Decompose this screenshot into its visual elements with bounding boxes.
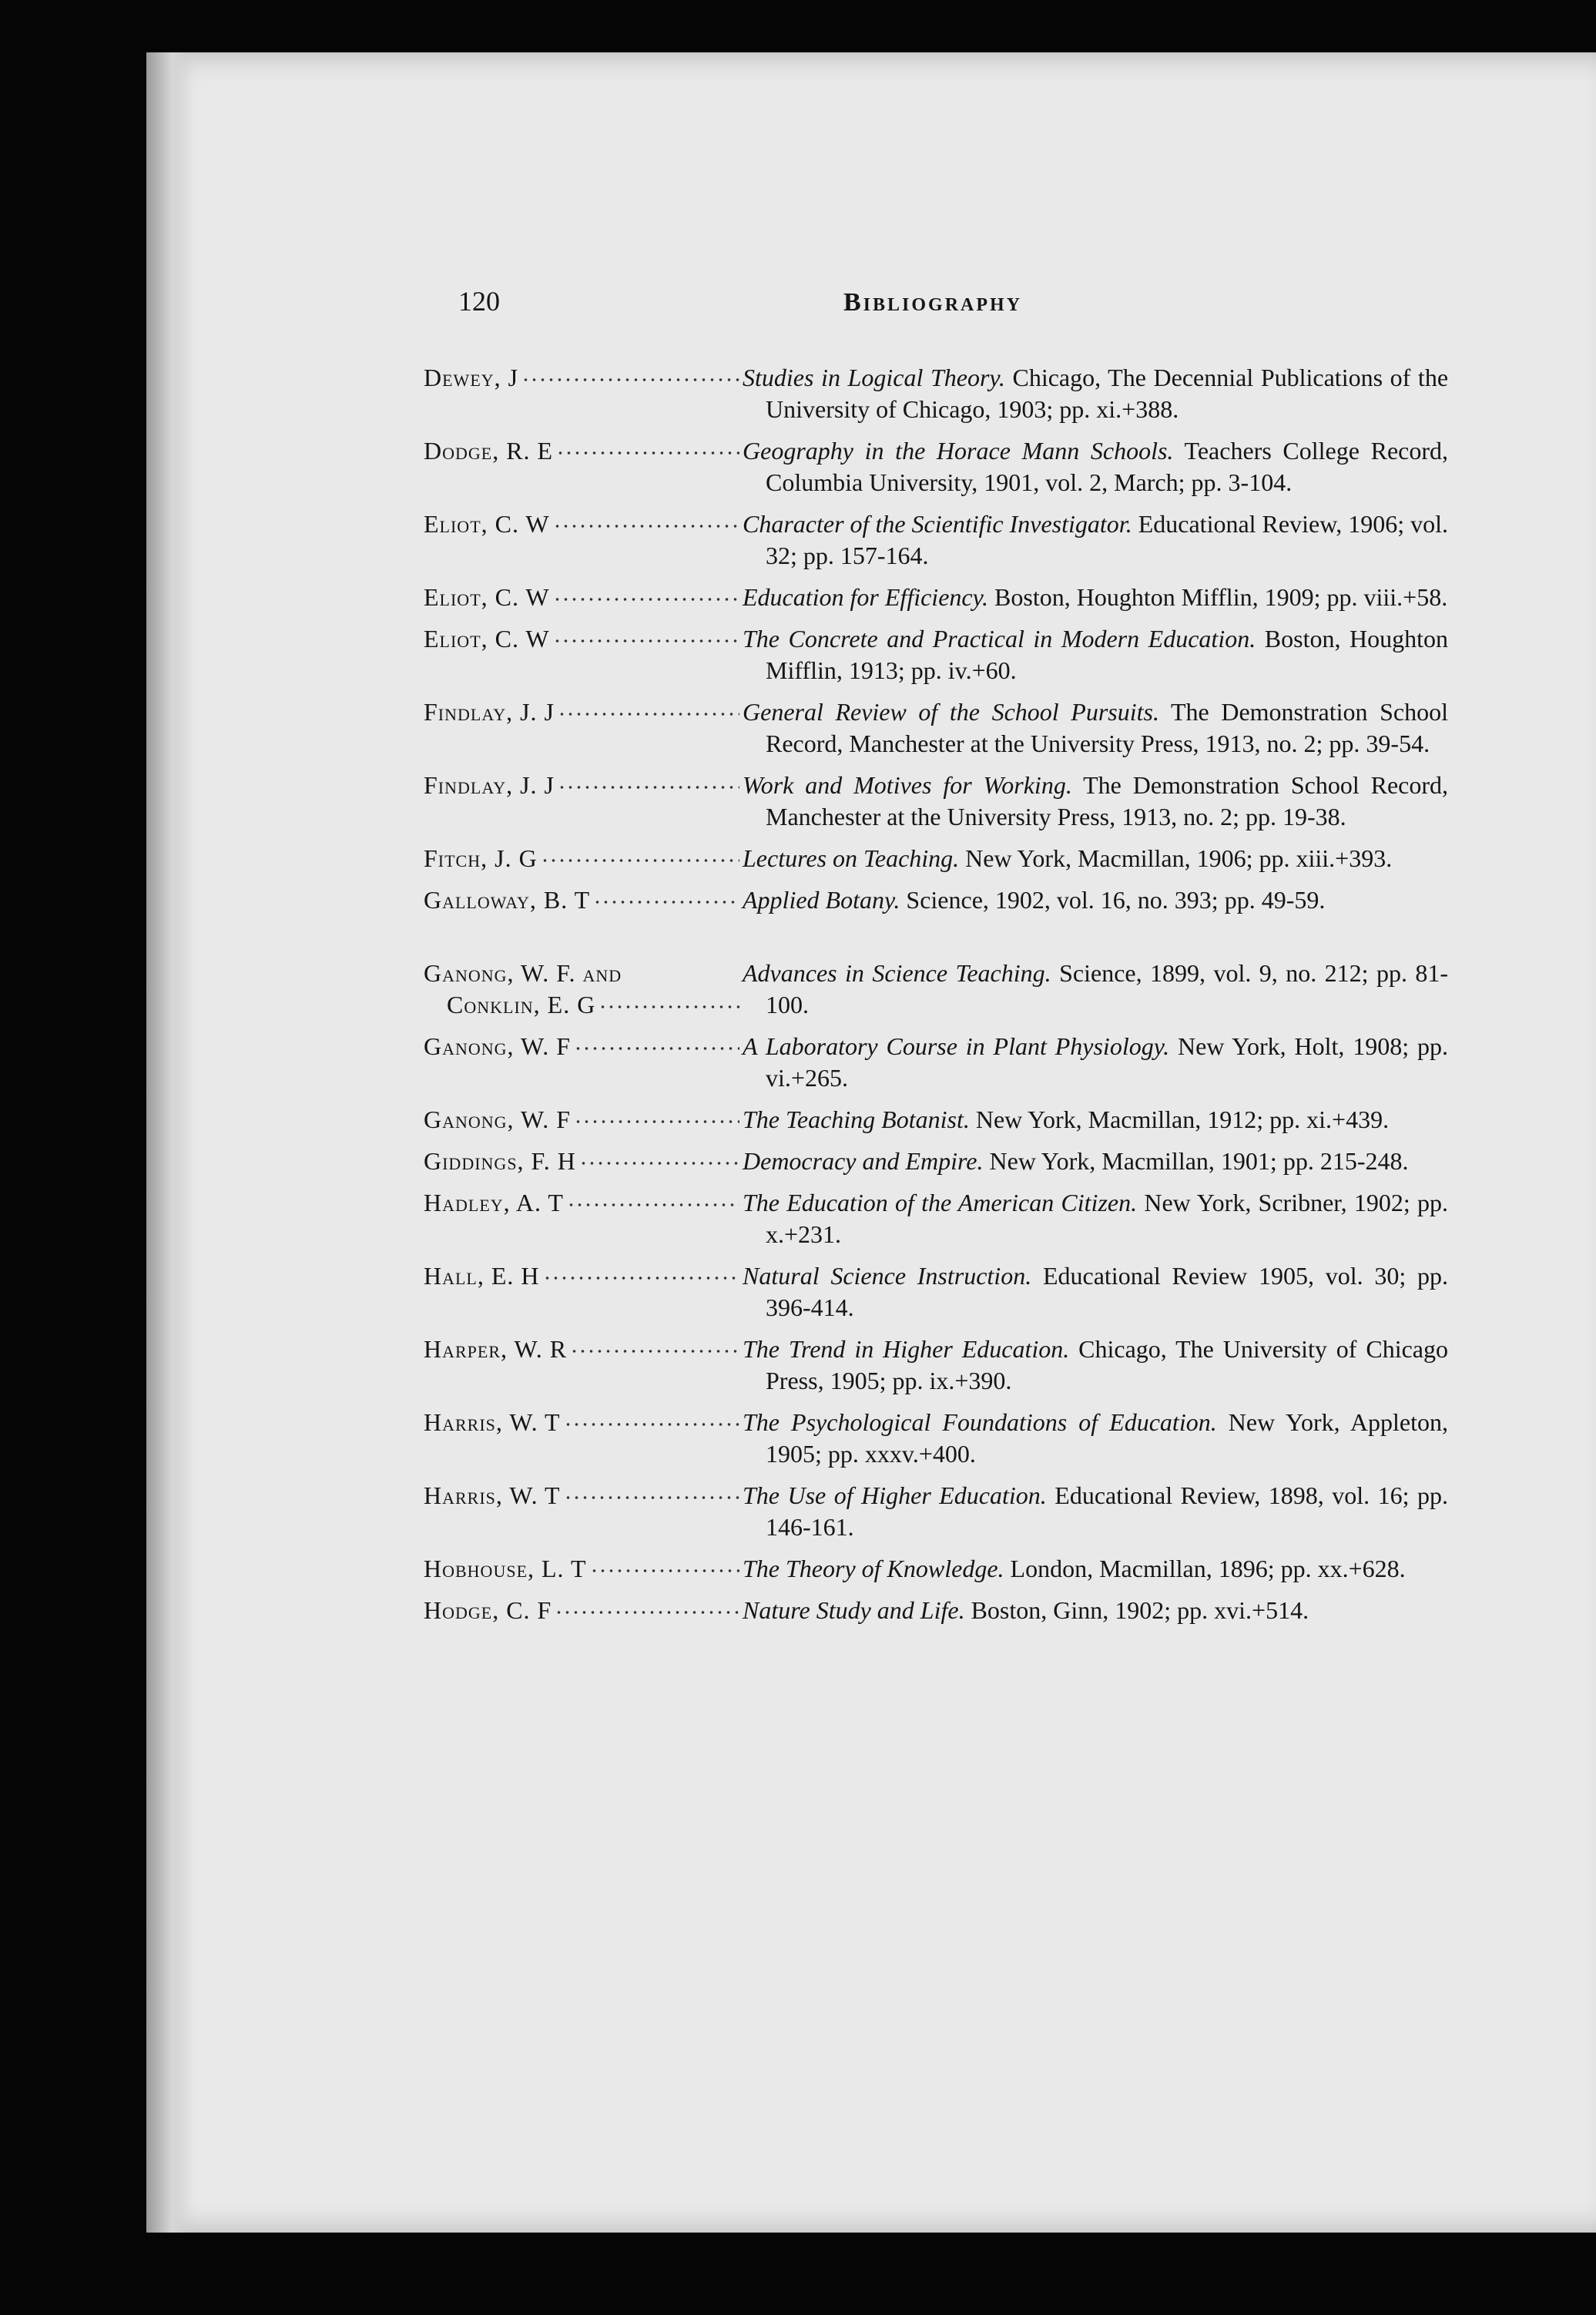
entry-author: Harris, W. T <box>424 1481 561 1509</box>
entry-author: Ganong, W. F <box>424 1032 572 1060</box>
entry-details: Educational Review 1905, vol. 30; pp. 396-414. <box>766 1262 1449 1321</box>
entry-citation <box>743 1480 1448 1543</box>
entry-citation <box>743 958 1448 1021</box>
bibliography-entry <box>424 770 1448 833</box>
dot-leader <box>564 1407 739 1427</box>
bibliography-list <box>424 362 1448 1626</box>
entry-author: Giddings, F. H <box>424 1147 576 1175</box>
entry-details: Educational Review, 1906; vol. 32; pp. 157-164. <box>766 510 1449 569</box>
entry-citation <box>743 696 1448 760</box>
entry-title: The Teaching Botanist. <box>743 1105 970 1133</box>
dot-leader <box>590 1553 739 1573</box>
entry-citation <box>743 1104 1448 1136</box>
entry-author: Harris, W. T <box>424 1408 561 1436</box>
entry-citation <box>743 1187 1448 1250</box>
entry-details: Boston, Houghton Mifflin, 1913; pp. iv.+60. <box>766 625 1449 684</box>
entry-details: New York, Macmillan, 1906; pp. xiii.+393. <box>965 844 1393 872</box>
entry-citation <box>743 843 1448 874</box>
entry-title: Geography in the Horace Mann Schools. <box>743 437 1174 465</box>
entry-author: Hobhouse, L. T <box>424 1555 587 1582</box>
entry-author: Dodge, R. E <box>424 437 554 465</box>
page-number: 120 <box>458 286 500 317</box>
entry-title: The Theory of Knowledge. <box>743 1555 1004 1582</box>
entry-citation <box>743 884 1448 916</box>
dot-leader <box>593 884 739 904</box>
entry-title: Studies in Logical Theory. <box>743 364 1005 391</box>
bibliography-entry <box>424 696 1448 760</box>
bibliography-entry <box>424 1187 1448 1250</box>
entry-citation <box>743 1260 1448 1324</box>
entry-citation <box>743 1146 1448 1177</box>
entry-details: Science, 1902, vol. 16, no. 393; pp. 49-59. <box>906 886 1326 914</box>
entry-details: Science, 1899, vol. 9, no. 212; pp. 81-100. <box>766 959 1449 1018</box>
running-head: Bibliography <box>843 288 1023 317</box>
entry-details: Chicago, The Decennial Publications of the University of Chicago, 1903; pp. xi.+388. <box>766 364 1449 423</box>
bibliography-entry <box>424 1146 1448 1177</box>
entry-title: Democracy and Empire. <box>743 1147 984 1175</box>
entry-citation <box>743 362 1448 425</box>
entry-author: Galloway, B. T <box>424 886 591 914</box>
bibliography-entry <box>424 362 1448 425</box>
entry-details: New York, Appleton, 1905; pp. xxxv.+400. <box>766 1408 1449 1468</box>
dot-leader <box>579 1146 739 1166</box>
bibliography-entry <box>424 884 1448 916</box>
bibliography-entry <box>424 1480 1448 1543</box>
entry-author: Fitch, J. G <box>424 844 538 872</box>
entry-details: New York, Macmillan, 1901; pp. 215-248. <box>989 1147 1409 1175</box>
bibliography-entry <box>424 623 1448 686</box>
entry-details: Educational Review, 1898, vol. 16; pp. 146-161. <box>766 1481 1449 1541</box>
dot-leader <box>555 1595 739 1615</box>
dot-leader <box>558 770 739 790</box>
page-header <box>458 285 1448 317</box>
entry-details: The Demonstration School Record, Manchester at the University Press, 1913, no. 2; pp. 19-38. <box>766 771 1449 830</box>
entry-citation <box>743 1595 1448 1626</box>
entry-citation <box>743 1031 1448 1094</box>
entry-title: General Review of the School Pursuits. <box>743 698 1159 726</box>
bibliography-entry <box>424 1031 1448 1094</box>
entry-title: Natural Science Instruction. <box>743 1262 1032 1290</box>
entry-author: Eliot, C. W <box>424 510 550 538</box>
entry-title: Nature Study and Life. <box>743 1596 965 1624</box>
entry-author-secondary: Conklin, E. G <box>447 991 596 1018</box>
entry-author: Dewey, J <box>424 364 519 391</box>
bibliography-entry <box>424 1595 1448 1626</box>
dot-leader <box>570 1334 739 1354</box>
entry-title: The Psychological Foundations of Education. <box>743 1408 1217 1436</box>
entry-title: The Education of the American Citizen. <box>743 1189 1138 1216</box>
entry-title: The Concrete and Practical in Modern Education. <box>743 625 1256 653</box>
entry-author: Ganong, W. F. and <box>424 959 622 987</box>
entry-details: Boston, Houghton Mifflin, 1909; pp. viii.+58. <box>994 583 1448 611</box>
entry-author: Hadley, A. T <box>424 1189 564 1216</box>
entry-details: Chicago, The University of Chicago Press, 1905; pp. ix.+390. <box>766 1335 1449 1394</box>
author-block <box>424 958 743 1021</box>
entry-author: Hall, E. H <box>424 1262 540 1290</box>
dot-leader <box>553 508 739 528</box>
bibliography-entry <box>424 1407 1448 1470</box>
entry-title: Applied Botany. <box>743 886 900 914</box>
bibliography-entry <box>424 1260 1448 1324</box>
entry-details: London, Macmillan, 1896; pp. xx.+628. <box>1010 1555 1406 1582</box>
dot-leader <box>574 1031 739 1051</box>
entry-title: The Use of Higher Education. <box>743 1481 1047 1509</box>
entry-title: A Laboratory Course in Plant Physiology. <box>743 1032 1170 1060</box>
bibliography-entry <box>424 926 1448 1021</box>
entry-citation <box>743 435 1448 498</box>
entry-title: Lectures on Teaching. <box>743 844 960 872</box>
entry-title: Education for Efficiency. <box>743 583 989 611</box>
entry-author: Hodge, C. F <box>424 1596 552 1624</box>
dot-leader <box>598 989 739 1009</box>
dot-leader <box>543 1260 739 1280</box>
entry-author: Harper, W. R <box>424 1335 568 1363</box>
entry-author: Ganong, W. F <box>424 1105 572 1133</box>
dot-leader <box>574 1104 739 1124</box>
entry-citation <box>743 1334 1448 1397</box>
entry-citation <box>743 623 1448 686</box>
dot-leader <box>521 362 739 382</box>
entry-title: The Trend in Higher Education. <box>743 1335 1070 1363</box>
bibliography-entry <box>424 582 1448 613</box>
entry-author: Findlay, J. J <box>424 698 555 726</box>
entry-title: Work and Motives for Working. <box>743 771 1072 799</box>
entry-title: Advances in Science Teaching. <box>743 959 1051 987</box>
entry-citation <box>743 770 1448 833</box>
entry-details: New York, Holt, 1908; pp. vi.+265. <box>766 1032 1449 1092</box>
entry-author: Findlay, J. J <box>424 771 555 799</box>
entry-citation <box>743 582 1448 613</box>
entry-details: Boston, Ginn, 1902; pp. xvi.+514. <box>971 1596 1309 1624</box>
entry-details: New York, Macmillan, 1912; pp. xi.+439. <box>975 1105 1390 1133</box>
entry-citation <box>743 1553 1448 1585</box>
page-gutter-shadow <box>146 52 193 2233</box>
entry-citation <box>743 1407 1448 1470</box>
entry-details: The Demonstration School Record, Manchester at the University Press, 1913, no. 2; pp. 39-54. <box>766 698 1449 757</box>
bibliography-entry <box>424 1553 1448 1585</box>
dot-leader <box>541 843 739 863</box>
bibliography-entry <box>424 508 1448 572</box>
dot-leader <box>556 435 739 455</box>
dot-leader <box>564 1480 739 1500</box>
dot-leader <box>553 623 739 643</box>
bibliography-entry <box>424 1334 1448 1397</box>
bibliography-entry <box>424 1104 1448 1136</box>
entry-author: Eliot, C. W <box>424 583 550 611</box>
dot-leader <box>567 1187 739 1207</box>
entry-details: Teachers College Record, Columbia University, 1901, vol. 2, March; pp. 3-104. <box>766 437 1449 496</box>
entry-author: Eliot, C. W <box>424 625 550 653</box>
bibliography-entry <box>424 435 1448 498</box>
dot-leader <box>553 582 739 602</box>
dot-leader <box>558 696 739 716</box>
entry-title: Character of the Scientific Investigator. <box>743 510 1132 538</box>
entry-details: New York, Scribner, 1902; pp. x.+231. <box>766 1189 1449 1248</box>
bibliography-content <box>424 285 1448 1636</box>
bibliography-entry <box>424 843 1448 874</box>
entry-citation <box>743 508 1448 572</box>
